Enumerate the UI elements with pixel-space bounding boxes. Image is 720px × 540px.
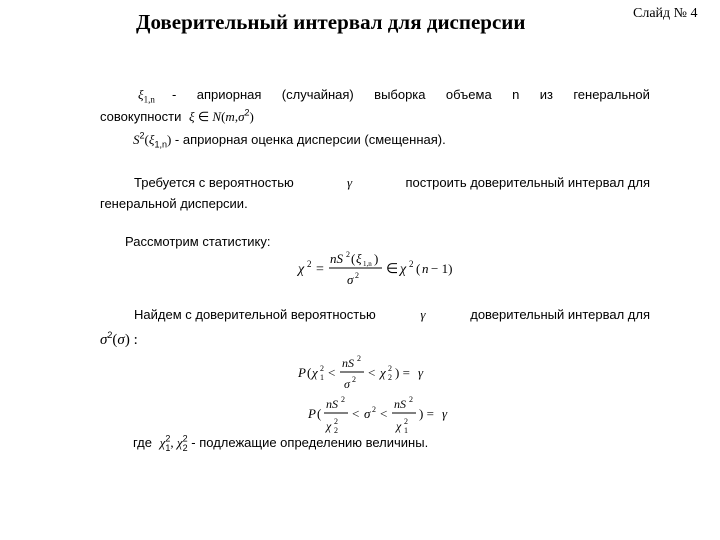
svg-text:(: ( bbox=[416, 261, 421, 276]
svg-text:<: < bbox=[352, 406, 360, 421]
sample-definition-line2: совокупности ξ ∈ $N(m,\sigma^2)$ bbox=[100, 107, 254, 124]
svg-text:) =: ) = bbox=[419, 406, 434, 421]
consider-statistic: Рассмотрим статистику: bbox=[125, 234, 271, 249]
probability-formula-1 bbox=[296, 352, 436, 394]
svg-text:χ: χ bbox=[326, 419, 332, 433]
svg-text:(: ( bbox=[307, 365, 312, 380]
word-n: n bbox=[512, 87, 520, 102]
svg-text:2: 2 bbox=[320, 364, 324, 373]
svg-text:1: 1 bbox=[320, 373, 324, 382]
svg-text:1,n: 1,n bbox=[363, 260, 372, 268]
svg-text:nS: nS bbox=[394, 397, 406, 411]
svg-text:1: 1 bbox=[404, 426, 408, 435]
svg-text:2: 2 bbox=[341, 395, 345, 404]
svg-text:2: 2 bbox=[334, 426, 338, 435]
sample-symbol: $\xi_{1,n}$ bbox=[138, 87, 155, 105]
svg-text:P: P bbox=[308, 406, 316, 421]
svg-text:γ: γ bbox=[442, 406, 448, 421]
svg-text:nS: nS bbox=[326, 397, 338, 411]
requirement-line1: Требуется с вероятностью γ построить доверительный интервал для bbox=[134, 175, 650, 190]
svg-text:σ: σ bbox=[347, 272, 354, 287]
svg-text:(: ( bbox=[317, 406, 322, 421]
word-general: генеральной bbox=[573, 87, 650, 102]
svg-text:nS: nS bbox=[330, 251, 343, 266]
svg-text:σ: σ bbox=[344, 377, 350, 391]
word-sample: выборка bbox=[374, 87, 426, 102]
svg-text:χ: χ bbox=[380, 365, 386, 380]
word-dash: - bbox=[172, 87, 177, 102]
svg-text:γ: γ bbox=[418, 365, 424, 380]
svg-text:χ: χ bbox=[312, 365, 318, 380]
svg-text:χ: χ bbox=[298, 262, 305, 277]
svg-text:2: 2 bbox=[409, 395, 413, 404]
svg-text:2: 2 bbox=[372, 405, 376, 414]
svg-text:=: = bbox=[316, 262, 324, 277]
word-volume: объема bbox=[445, 87, 492, 102]
svg-text:∈: ∈ bbox=[386, 262, 399, 277]
svg-text:2: 2 bbox=[307, 259, 312, 269]
svg-text:2: 2 bbox=[357, 354, 361, 363]
svg-text:2: 2 bbox=[404, 417, 408, 426]
word-random: (случайная) bbox=[281, 87, 354, 102]
svg-text:χ: χ bbox=[400, 262, 407, 277]
word-apriori: априорная bbox=[196, 87, 262, 102]
svg-text:2: 2 bbox=[346, 250, 350, 259]
gamma-symbol-2: γ bbox=[420, 307, 426, 322]
svg-text:ξ: ξ bbox=[356, 251, 362, 266]
svg-text:σ: σ bbox=[364, 406, 371, 421]
svg-text:2: 2 bbox=[334, 417, 338, 426]
svg-text:2: 2 bbox=[388, 364, 392, 373]
word-from: из bbox=[539, 87, 553, 102]
estimate-symbol: S bbox=[133, 132, 140, 147]
requirement-line2: генеральной дисперсии. bbox=[100, 196, 248, 211]
svg-text:2: 2 bbox=[388, 373, 392, 382]
where-clause: где $\chi^2_1$, $\chi^2_2$ - подлежащие определению величины. bbox=[133, 433, 429, 453]
svg-text:2: 2 bbox=[409, 259, 414, 269]
svg-text:− 1): − 1) bbox=[431, 261, 453, 276]
slide-title: Доверительный интервал для дисперсии bbox=[136, 10, 526, 34]
svg-text:(: ( bbox=[351, 251, 356, 266]
gamma-symbol: γ bbox=[347, 175, 353, 190]
svg-text:2: 2 bbox=[352, 375, 356, 384]
population-formula: ξ bbox=[189, 109, 195, 124]
svg-text:<: < bbox=[380, 406, 388, 421]
svg-text:n: n bbox=[422, 261, 429, 276]
svg-text:χ: χ bbox=[396, 419, 402, 433]
svg-text:nS: nS bbox=[342, 356, 354, 370]
svg-text:) =: ) = bbox=[395, 365, 410, 380]
svg-text:<: < bbox=[328, 365, 336, 380]
svg-text:<: < bbox=[368, 365, 376, 380]
slide-number: Слайд № 4 bbox=[633, 6, 698, 21]
chi-square-statistic-formula bbox=[296, 246, 466, 292]
find-interval-line1: Найдем с доверительной вероятностью γ доверительный интервал для bbox=[134, 307, 650, 322]
svg-text:): ) bbox=[374, 251, 379, 266]
find-interval-line2: $\sigma^2(\sigma)$ : bbox=[100, 330, 138, 348]
probability-formula-2 bbox=[306, 393, 456, 439]
svg-text:P: P bbox=[298, 365, 306, 380]
svg-text:2: 2 bbox=[355, 271, 359, 280]
estimate-definition: $S^2(\xi_{1,n})$ - априорная оценка дисперсии (смещенная). bbox=[133, 130, 446, 150]
